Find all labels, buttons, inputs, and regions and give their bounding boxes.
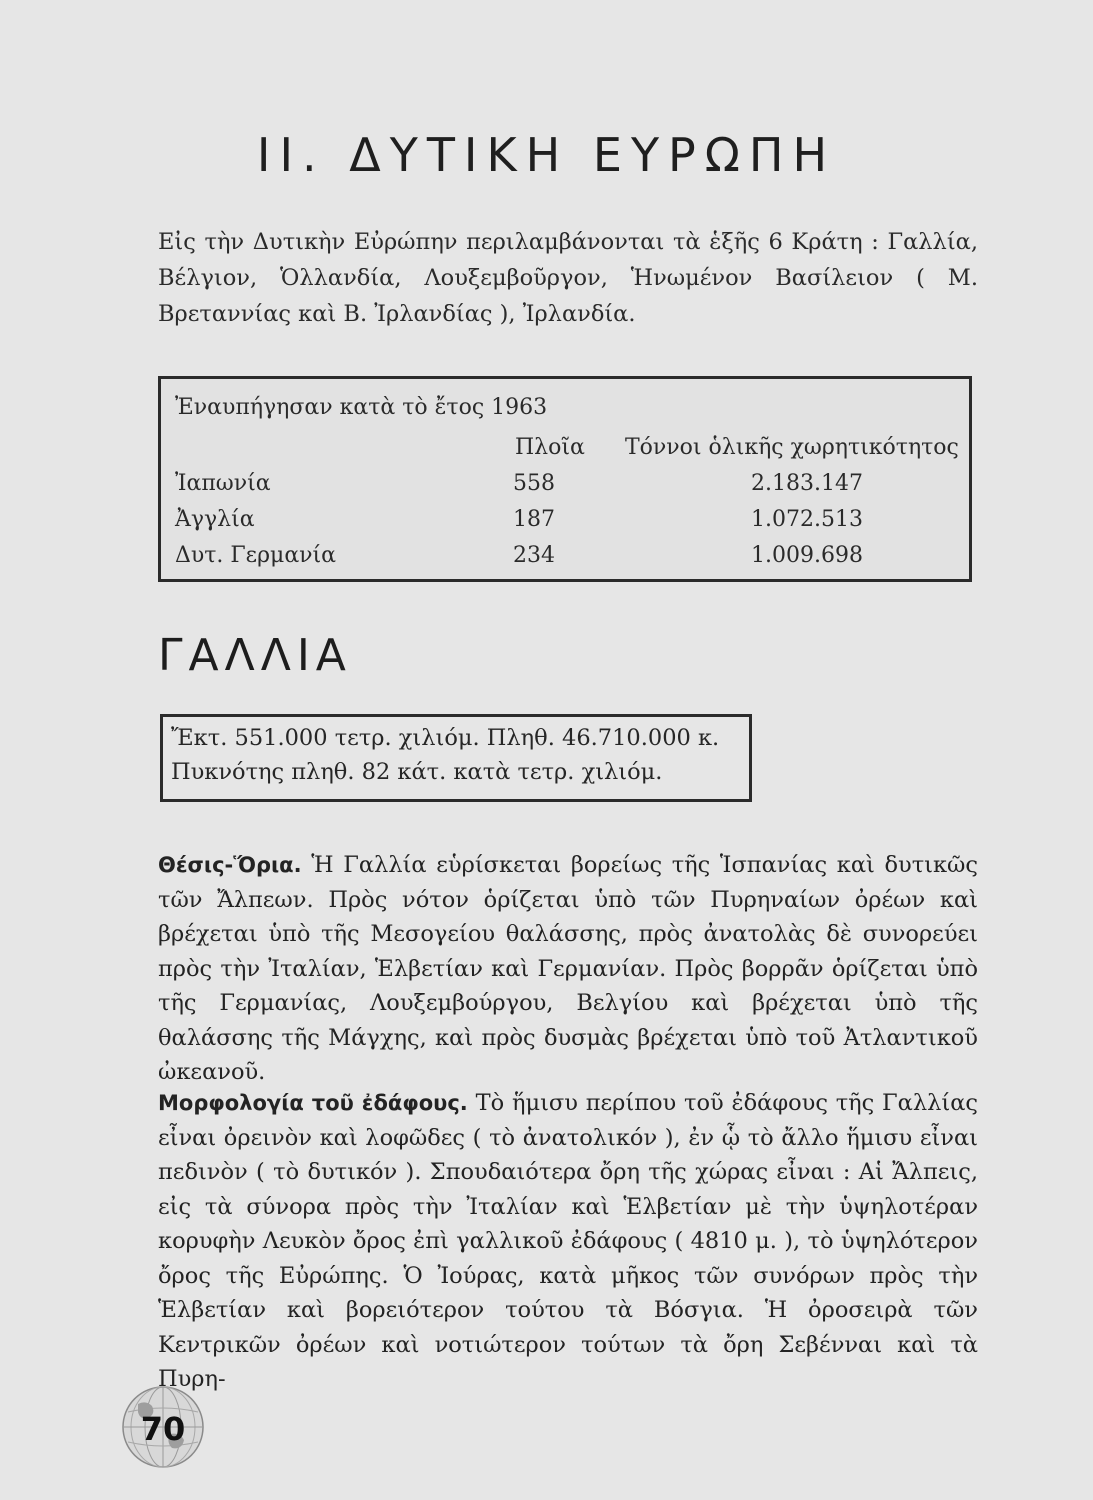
facts-area-population: Ἔκτ. 551.000 τετρ. χιλιόμ. Πληθ. 46.710.000 κ. (171, 725, 720, 751)
table-row (175, 471, 955, 505)
morphology-heading: Μορφολογία τοῦ ἐδάφους. (158, 1091, 468, 1115)
shipbuilding-table (158, 376, 972, 582)
row-ships: 558 (513, 471, 555, 496)
country-facts-box (160, 714, 752, 802)
position-paragraph (158, 848, 978, 1090)
table-row (175, 507, 955, 541)
facts-density: Πυκνότης πληθ. 82 κάτ. κατὰ τετρ. χιλιόμ. (171, 759, 663, 785)
row-ships: 234 (513, 543, 555, 568)
morphology-text: Τὸ ἥμισυ περίπου τοῦ ἐδάφους τῆς Γαλλίας εἶναι ὀρεινὸν καὶ λοφῶδες ( τὸ ἀνατολικόν ), ἐν ᾧ τὸ ἄλλο ἥμισυ εἶναι πεδινὸν ( τὸ δυτικόν ). Σπουδαιότερα ὄρη τῆς χώρας εἶναι : Αἱ Ἄλπεις, εἰς τὰ σύνορα πρὸς τὴν Ἰταλίαν καὶ Ἑλβετίαν μὲ τὴν ὑψηλοτέραν κορυφὴν Λευκὸν ὄρος ἐπὶ γαλλικοῦ ἐδάφους ( 4810 μ. ), τὸ ὑψηλότερον ὄρος τῆς Εὐρώπης. Ὁ Ἰούρας, κατὰ μῆκος τῶν συνόρων πρὸς τὴν Ἑλβετίαν καὶ βορειότερον τούτου τὰ Βόσγια. Ἡ ὀροσειρὰ τῶν Κεντρικῶν ὀρέων καὶ νοτιώτερον τούτων τὰ ὄρη Σεβένναι καὶ τὰ Πυρη- (158, 1090, 978, 1392)
page-number-badge (118, 1382, 208, 1472)
row-tons: 1.072.513 (751, 507, 863, 532)
column-header-ships: Πλοῖα (515, 435, 585, 460)
intro-text: Εἰς τὴν Δυτικὴν Εὐρώπην περιλαμβάνονται τὰ ἑξῆς 6 Κράτη : Γαλλία, Βέλγιον, Ὁλλανδία, Λουξεμβοῦργον, Ἡνωμένον Βασίλειον ( Μ. Βρεταννίας καὶ Β. Ἰρλανδίας ), Ἰρλανδία. (158, 229, 978, 327)
table-caption: Ἐναυπήγησαν κατὰ τὸ ἔτος 1963 (175, 395, 548, 420)
row-country: Ἀγγλία (175, 507, 255, 532)
row-ships: 187 (513, 507, 555, 532)
page-number: 70 (140, 1410, 186, 1448)
row-country: Ἰαπωνία (175, 471, 271, 496)
chapter-title: ΙΙ. ΔΥΤΙΚΗ ΕΥΡΩΠΗ (256, 128, 837, 182)
position-text: Ἡ Γαλλία εὑρίσκεται βορείως τῆς Ἱσπανίας καὶ δυτικῶς τῶν Ἄλπεων. Πρὸς νότον ὁρίζεται ὑπὸ τῶν Πυρηναίων ὀρέων καὶ βρέχεται ὑπὸ τῆς Μεσογείου θαλάσσης, πρὸς ἀνατολὰς δὲ συνορεύει πρὸς τὴν Ἰταλίαν, Ἑλβετίαν καὶ Γερμανίαν. Πρὸς βορρᾶν ὁρίζεται ὑπὸ τῆς Γερμανίας, Λουξεμβούργου, Βελγίου καὶ βρέχεται ὑπὸ τῆς θαλάσσης τῆς Μάγχης, καὶ πρὸς δυσμὰς βρέχεται ὑπὸ τοῦ Ἀτλαντικοῦ ὠκεανοῦ. (158, 852, 978, 1085)
intro-paragraph (158, 224, 978, 332)
row-tons: 2.183.147 (751, 471, 863, 496)
position-heading: Θέσις-Ὅρια. (158, 853, 302, 877)
table-row (175, 543, 955, 577)
row-tons: 1.009.698 (751, 543, 863, 568)
row-country: Δυτ. Γερμανία (175, 543, 337, 568)
section-title: ΓΑΛΛΙΑ (158, 630, 352, 681)
morphology-paragraph (158, 1086, 978, 1397)
column-header-tons: Τόννοι ὁλικῆς χωρητικότητος (625, 435, 959, 460)
